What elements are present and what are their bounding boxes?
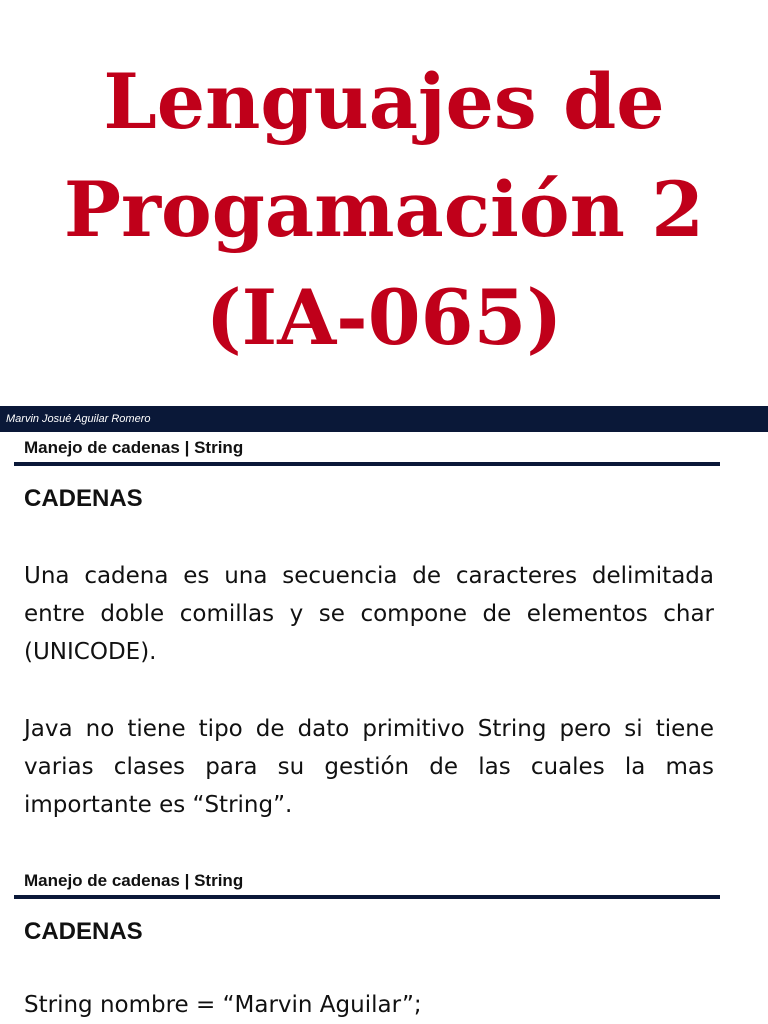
- document-title: [0, 48, 768, 372]
- slide2-divider: [14, 895, 720, 899]
- slide1-divider: [14, 462, 720, 466]
- slide2-section-header: Manejo de cadenas | String: [24, 871, 244, 890]
- author-bar: [0, 406, 768, 432]
- title-line-3: (IA-065): [205, 273, 563, 362]
- slide2-code-line: String nombre = “Marvin Aguilar”;: [24, 992, 422, 1018]
- slide1-paragraph-1: Una cadena es una secuencia de caracteres delimitada entre doble comillas y se compone de elementos char (UNICODE).: [24, 563, 714, 665]
- slide1-section-header: Manejo de cadenas | String: [24, 438, 244, 457]
- slide1-heading: CADENAS: [24, 485, 143, 512]
- author-name: Marvin Josué Aguilar Romero: [6, 413, 151, 425]
- slide2-heading: CADENAS: [24, 918, 143, 945]
- slide1-paragraph-2: Java no tiene tipo de dato primitivo String pero si tiene varias clases para su gestión de las cuales la mas importante es “String”.: [24, 716, 714, 818]
- title-line-1: Lenguajes de: [103, 57, 665, 146]
- title-line-2: Progamación 2: [63, 165, 705, 254]
